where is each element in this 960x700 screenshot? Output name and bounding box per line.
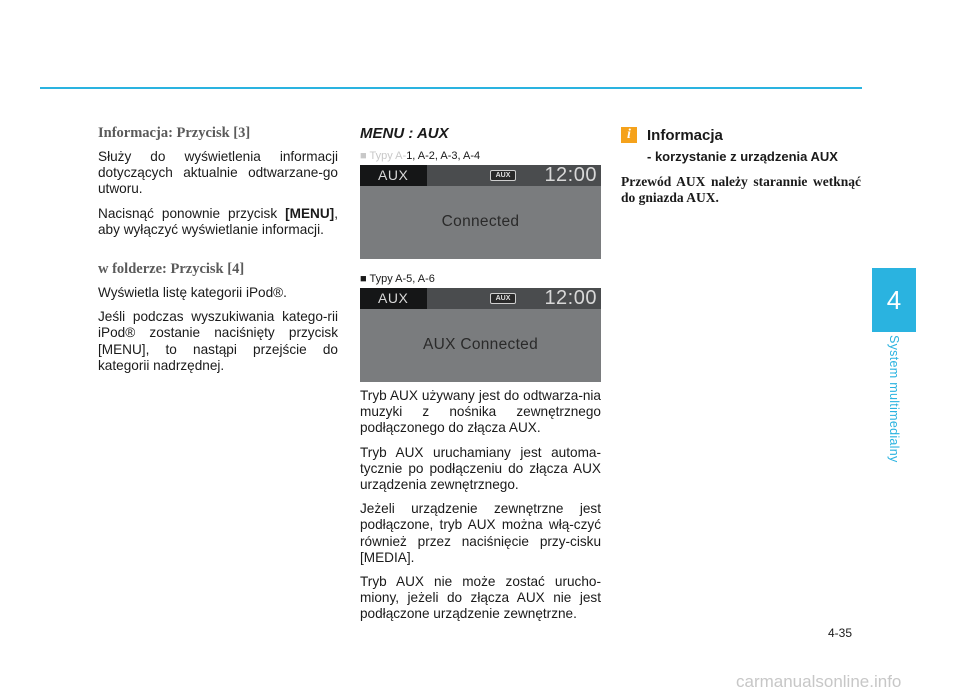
info-icon: i [621,127,637,143]
aux-screen-1 [360,165,601,259]
type-label: ■ Typy A-5, A-6 [360,273,435,285]
aux-screen-2 [360,288,601,382]
aux-badge: AUX [490,170,516,181]
type-label [360,150,601,162]
text: Nacisnąć ponownie przycisk [98,205,286,221]
top-rule [40,87,862,89]
section-title: MENU : AUX [360,125,449,142]
status-message: Connected [441,213,520,230]
info-subtitle: - korzystanie z urządzenia AUX [647,149,838,164]
paragraph: Jeżeli urządzenie zewnętrzne jest podłączone, tryb AUX można włą-czyć również przez naciśnięcie przy-cisku [MEDIA]. [360,501,601,565]
heading-info-button: Informacja: Przycisk [3] [98,125,251,141]
clock: 12:00 [544,165,597,186]
paragraph: Tryb AUX nie może zostać urucho-miony, jeżeli do złącza AUX nie jest podłączone urządzenie zewnętrzne. [360,574,601,622]
text: , aby wyłączyć wyświetlanie informacji. [98,205,338,237]
paragraph: Służy do wyświetlenia informacji dotyczących aktualnie odtwarzane-go utworu. [98,149,338,197]
aux-badge: AUX [490,293,516,304]
type-label-rest: 1, A-2, A-3, A-4 [406,150,481,162]
heading-folder-button: w folderze: Przycisk [4] [98,261,245,278]
info-body: Przewód AUX należy starannie wetknąć do gniazda AUX. [621,174,861,205]
chapter-tab: 4 [872,268,916,332]
middle-column [360,125,601,631]
info-title: Informacja [647,127,723,144]
paragraph [98,206,338,238]
info-header [621,125,861,147]
page-number: 4-35 [828,626,853,640]
mode-tag: AUX [360,165,427,186]
paragraph: Wyświetla listę kategorii iPod®. [98,285,287,301]
left-column [98,125,338,382]
clock: 12:00 [544,288,597,309]
chapter-label [882,335,906,480]
watermark: carmanualsonline.info [736,672,902,691]
status-message: AUX Connected [422,336,539,353]
right-column [621,125,861,206]
paragraph: Tryb AUX uruchamiany jest automa-tycznie po podłączeniu do złącza AUX urządzenia zewnętrznego. [360,444,601,493]
chapter-label-text: System multimedialny [887,335,901,463]
paragraph: Tryb AUX używany jest do odtwarza-nia muzyki z nośnika zewnętrznego podłączonego do złącza AUX. [360,388,601,436]
type-label-faded: ■ Typy A- [360,150,407,162]
paragraph: Jeśli podczas wyszukiwania katego-rii iPod® zostanie naciśnięty przycisk [MENU], to nastąpi przejście do kategorii nadrzędnej. [98,309,338,373]
mode-tag: AUX [360,288,427,309]
menu-key-text: [MENU] [285,205,335,221]
